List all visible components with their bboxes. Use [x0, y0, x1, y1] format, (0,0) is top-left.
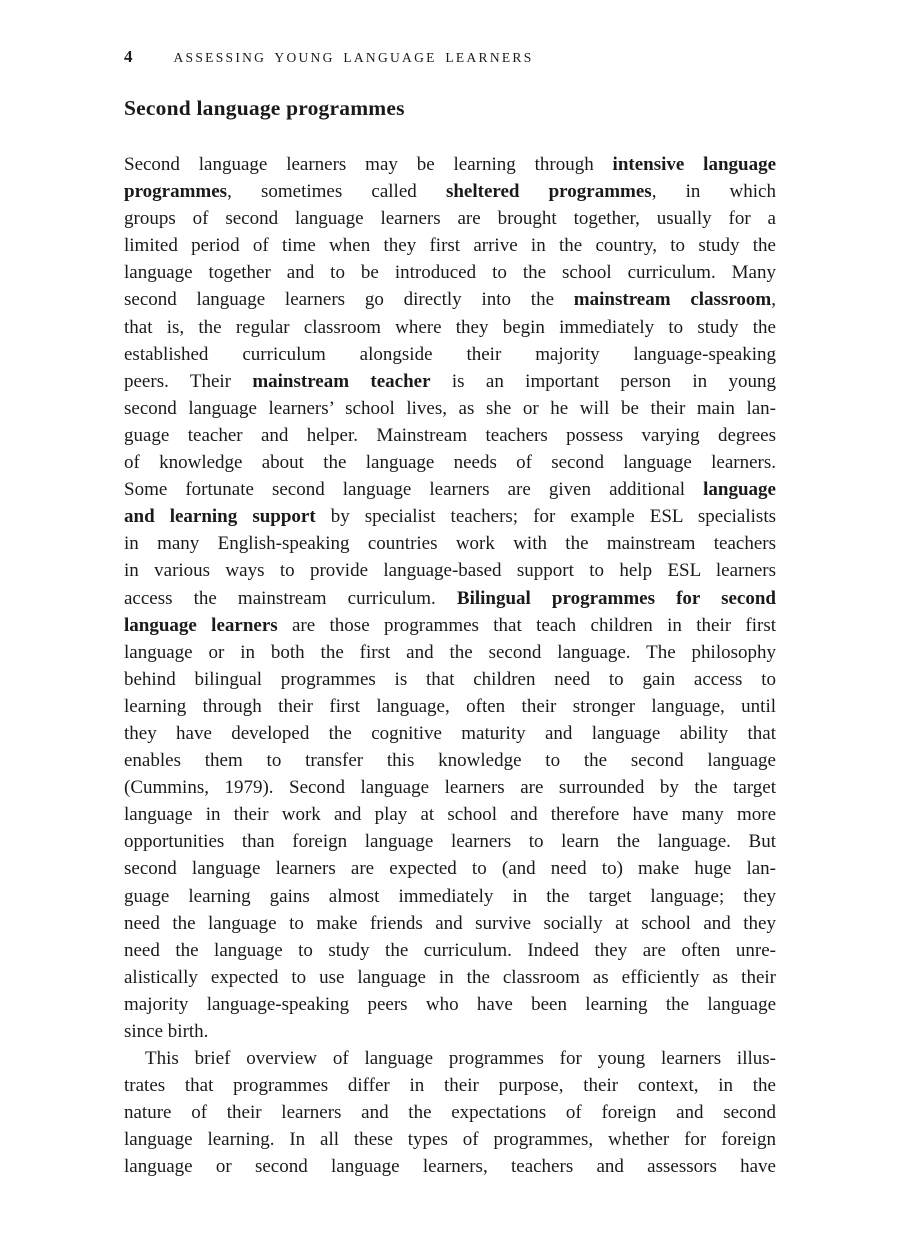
text-segment: groups of second language learners are brought together, usually for a: [124, 208, 776, 230]
text-segment: nature of their learners and the expectations of foreign and second: [124, 1102, 776, 1124]
text-segment: peers. Their: [124, 370, 253, 392]
text-line: [124, 286, 776, 313]
text-segment: that is, the regular classroom where they begin immediately to study the: [124, 316, 776, 338]
text-line: [124, 449, 776, 476]
text-segment: trates that programmes differ in their purpose, their context, in the: [124, 1075, 776, 1097]
page-number: 4: [124, 47, 133, 66]
text-line: [124, 1072, 776, 1099]
text-segment: This brief overview of language programmes for young learners illus-: [145, 1048, 776, 1070]
text-segment: in various ways to provide language-based support to help ESL learners: [124, 560, 776, 582]
bold-text-segment: language learners: [124, 614, 278, 636]
text-line: [124, 666, 776, 693]
text-line: [124, 774, 776, 801]
text-segment: behind bilingual programmes is that children need to gain access to: [124, 668, 776, 690]
text-segment: , sometimes called: [227, 181, 446, 203]
text-line: [124, 422, 776, 449]
text-line: [124, 232, 776, 259]
text-segment: limited period of time when they first arrive in the country, to study the: [124, 235, 776, 257]
text-segment: are those programmes that teach children in their first: [277, 614, 776, 636]
text-line: [124, 964, 776, 991]
text-line: [124, 530, 776, 557]
text-segment: second language learners go directly into the: [124, 289, 574, 311]
text-segment: by specialist teachers; for example ESL specialists: [315, 506, 776, 528]
running-header: [124, 47, 534, 67]
text-line: [124, 178, 776, 205]
text-line: [124, 1126, 776, 1153]
text-segment: ,: [771, 289, 776, 311]
text-segment: language or second language learners, teachers and assessors have: [124, 1156, 776, 1178]
text-line: [124, 1099, 776, 1126]
text-segment: Some fortunate second language learners are given additional: [124, 479, 704, 501]
text-line: [124, 747, 776, 774]
text-line: [124, 368, 776, 395]
text-line: [124, 855, 776, 882]
text-line: [124, 151, 776, 178]
bold-text-segment: mainstream teacher: [252, 370, 431, 392]
text-line: [124, 639, 776, 666]
text-segment: majority language-speaking peers who have been learning the language: [124, 993, 776, 1015]
text-line: [124, 476, 776, 503]
text-line: [124, 991, 776, 1018]
text-segment: language learning. In all these types of programmes, whether for foreign: [124, 1129, 776, 1151]
text-line: [124, 693, 776, 720]
text-segment: opportunities than foreign language learners to learn the language. But: [124, 831, 776, 853]
text-line: [124, 612, 776, 639]
text-segment: guage learning gains almost immediately in the target language; they: [124, 885, 776, 907]
running-header-title: ASSESSING YOUNG LANGUAGE LEARNERS: [173, 50, 534, 65]
bold-text-segment: mainstream classroom: [573, 289, 772, 311]
body-text: [124, 151, 776, 1181]
text-segment: established curriculum alongside their majority language-speaking: [124, 343, 776, 365]
text-line: [124, 937, 776, 964]
text-line: [124, 720, 776, 747]
bold-text-segment: programmes: [124, 181, 228, 203]
text-segment: second language learners’ school lives, as she or he will be their main lan-: [124, 397, 776, 419]
text-line: [124, 910, 776, 937]
text-segment: second language learners are expected to (and need to) make huge lan-: [124, 858, 776, 880]
text-segment: , in which: [651, 181, 776, 203]
text-segment: of knowledge about the language needs of second language learners.: [124, 452, 776, 474]
text-line: [124, 503, 776, 530]
bold-text-segment: intensive language: [612, 154, 777, 175]
text-segment: Second language learners may be learning through: [124, 154, 613, 175]
text-segment: alistically expected to use language in the classroom as efficiently as their: [124, 966, 776, 988]
text-line: [124, 259, 776, 286]
text-line: [124, 314, 776, 341]
text-line: [124, 205, 776, 232]
text-line: [124, 557, 776, 584]
text-line: [124, 585, 776, 612]
text-segment: need the language to study the curriculum. Indeed they are often unre-: [124, 939, 776, 961]
text-line: [124, 1045, 776, 1072]
section-heading: Second language programmes: [124, 96, 405, 120]
text-line: [124, 828, 776, 855]
text-segment: language or in both the first and the second language. The philosophy: [124, 641, 776, 663]
text-segment: (Cummins, 1979). Second language learners are surrounded by the target: [124, 777, 776, 799]
text-segment: language in their work and play at school and therefore have many more: [124, 804, 776, 826]
text-line: [124, 395, 776, 422]
text-segment: language together and to be introduced to the school curriculum. Many: [124, 262, 776, 284]
text-segment: is an important person in young: [430, 370, 777, 392]
text-segment: enables them to transfer this knowledge to the second language: [124, 750, 776, 772]
bold-text-segment: sheltered programmes: [445, 181, 652, 203]
text-segment: they have developed the cognitive maturity and language ability that: [124, 722, 776, 744]
text-segment: learning through their first language, often their stronger language, until: [124, 695, 776, 717]
text-segment: since birth.: [124, 1021, 209, 1042]
text-segment: in many English-speaking countries work with the mainstream teachers: [124, 533, 776, 555]
bold-text-segment: Bilingual programmes for second: [456, 587, 776, 609]
text-line: [124, 341, 776, 368]
text-line: [124, 1153, 776, 1180]
text-segment: guage teacher and helper. Mainstream teachers possess varying degrees: [124, 424, 776, 446]
bold-text-segment: language: [703, 479, 776, 501]
bold-text-segment: and learning support: [124, 506, 316, 528]
text-line: [124, 1018, 776, 1045]
text-line: [124, 801, 776, 828]
text-line: [124, 883, 776, 910]
text-segment: need the language to make friends and survive socially at school and they: [124, 912, 776, 934]
text-segment: access the mainstream curriculum.: [124, 587, 457, 609]
